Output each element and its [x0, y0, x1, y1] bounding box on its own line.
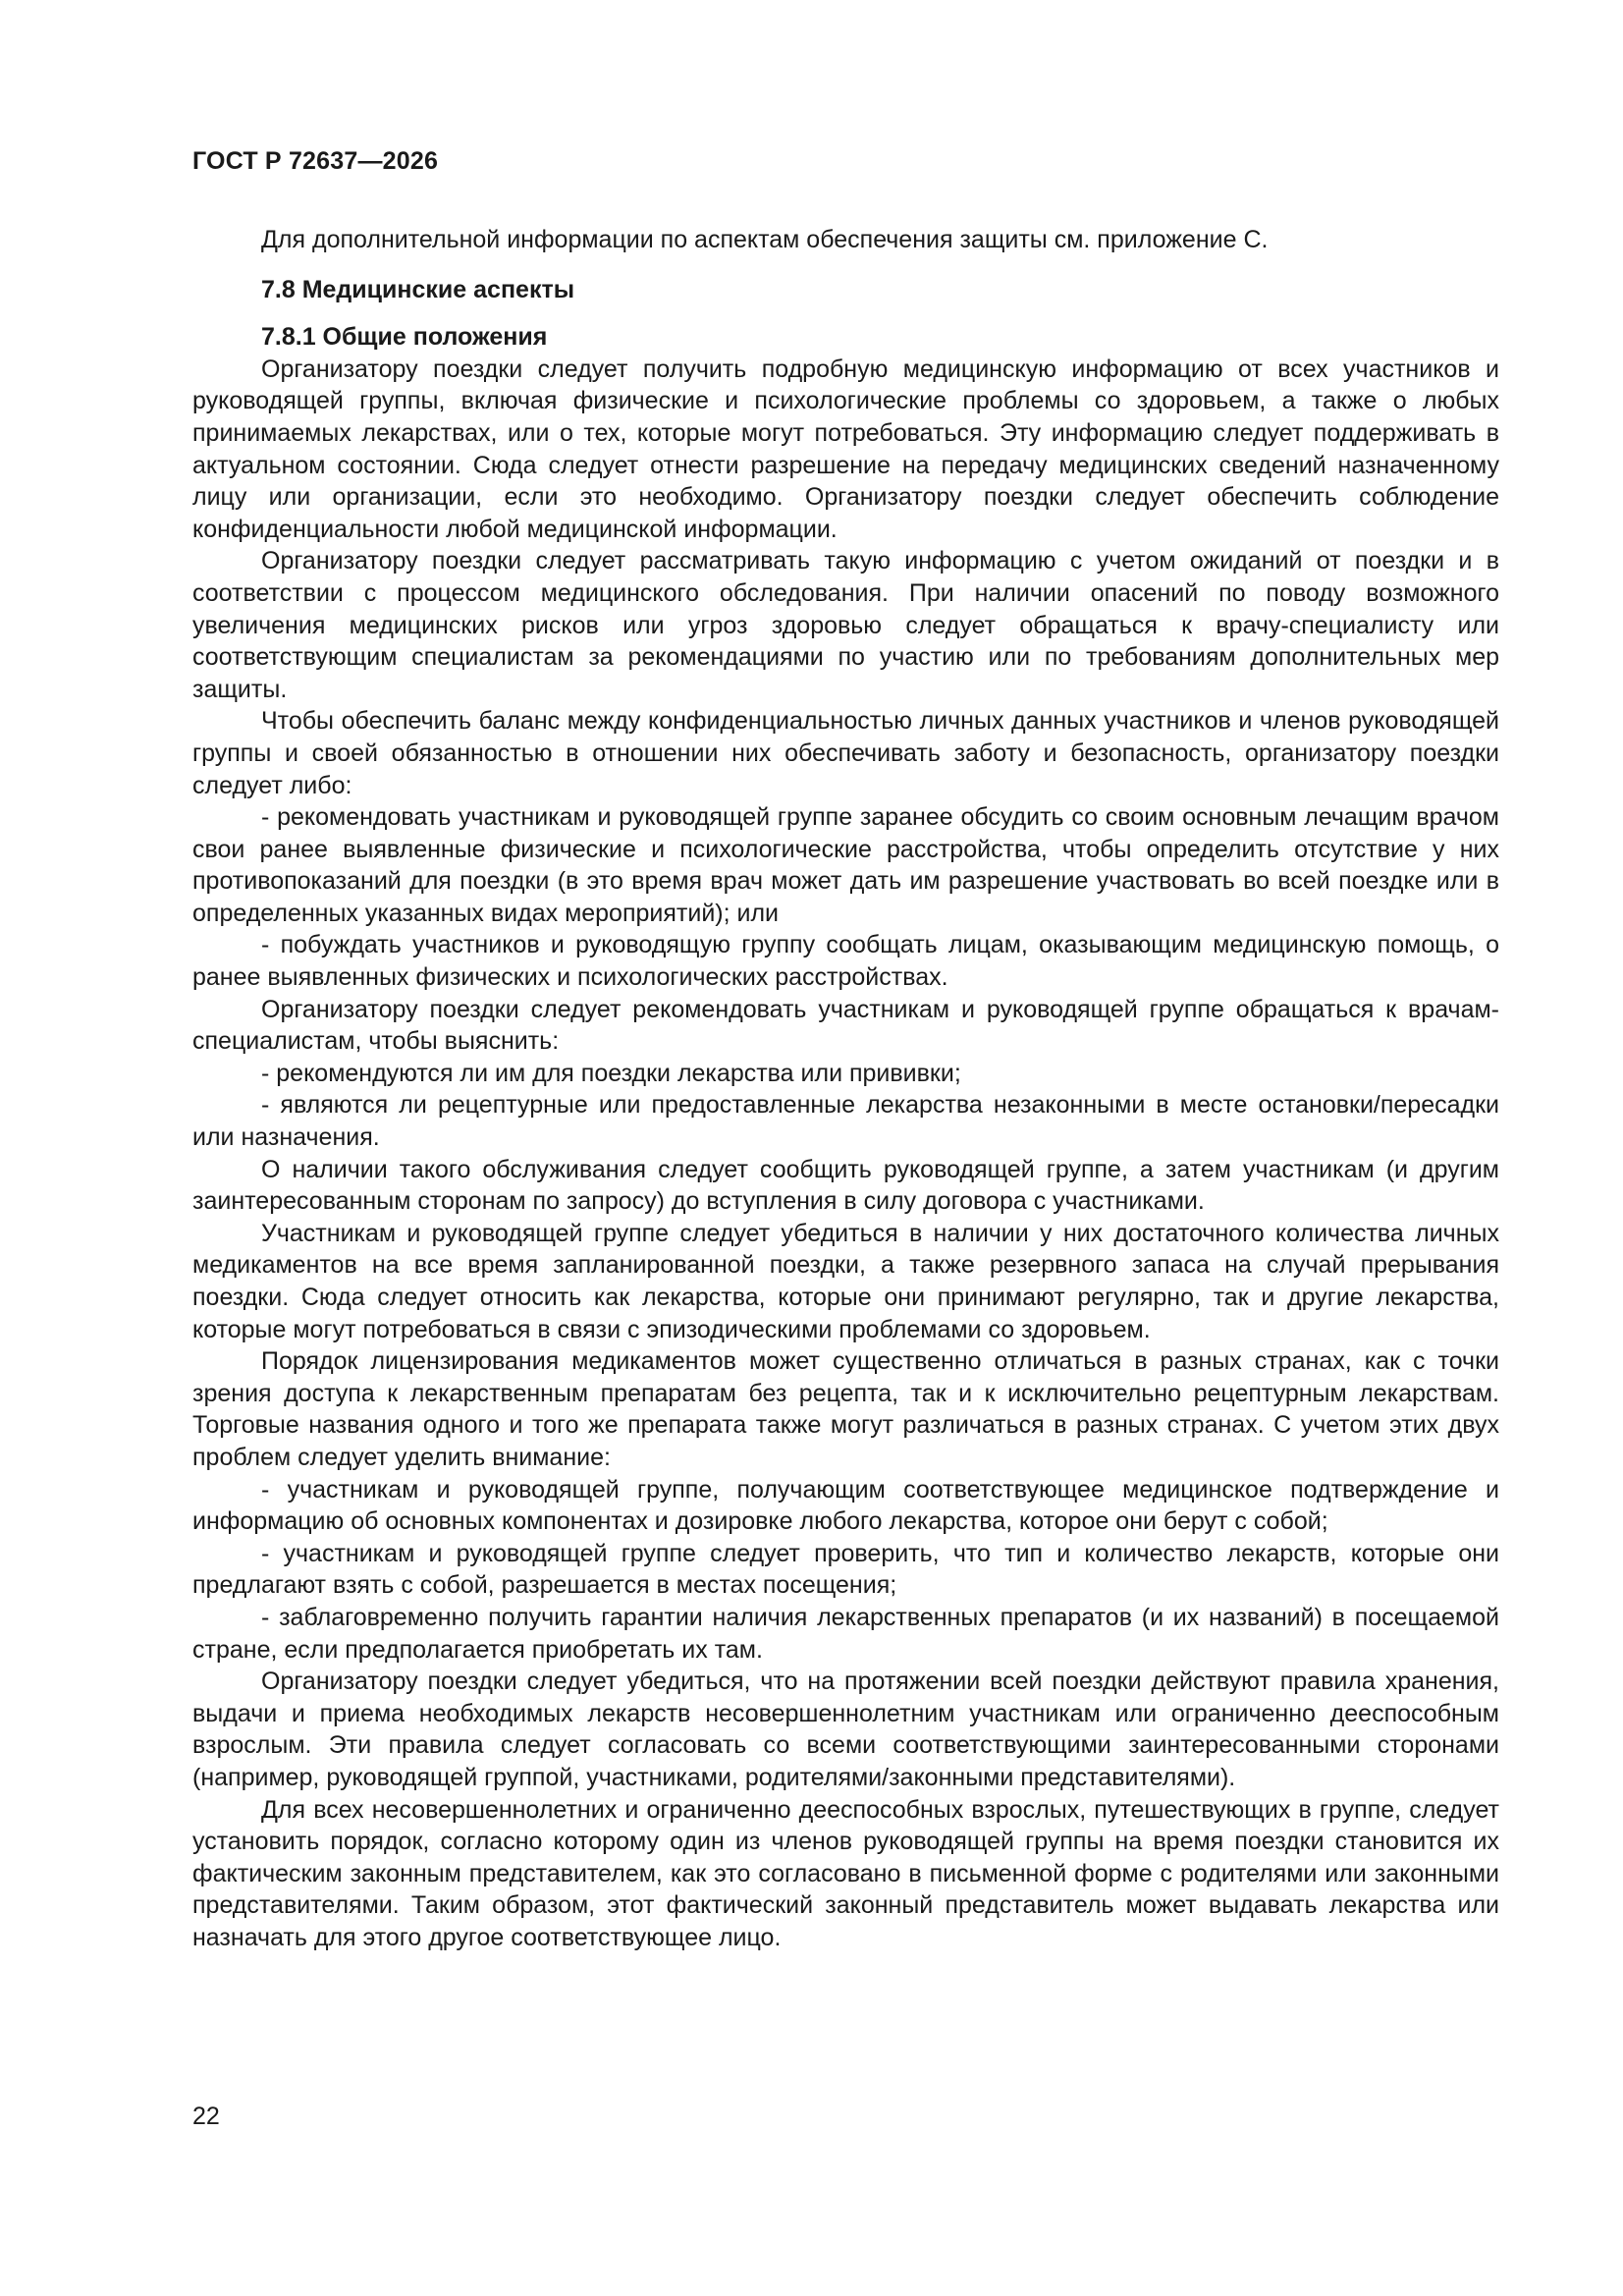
list-item: - рекомендуются ли им для поездки лекарства или прививки; — [261, 1059, 961, 1087]
paragraph: Организатору поездки следует рассматривать такую информацию с учетом ожиданий от поездки и в соответствии с процессом медицинского обследования. При наличии опасений по поводу возможного увеличения медицинских рисков или угроз здоровью следует обращаться к врачу-специалисту или соответствующим специалистам за рекомендациями по участию или по требованиям дополнительных мер защиты. — [192, 547, 1499, 703]
paragraph: Для всех несовершеннолетних и ограниченно дееспособных взрослых, путешествующих в группе, следует установить порядок, согласно которому один из членов руководящей группы на время поездки становится их фактическим законным представителем, как это согласовано в письменной форме с родителями или законными представителями. Таким образом, этот фактический законный представитель может выдавать лекарства или назначать для этого другое соответствующее лицо. — [192, 1795, 1499, 1951]
section-heading: 7.8 Медицинские аспекты — [261, 275, 575, 303]
paragraph: Участникам и руководящей группе следует убедиться в наличии у них достаточного количества личных медикаментов на все время запланированной поездки, а также резервного запаса на случай прерывания поездки. Сюда следует относить как лекарства, которые они принимают регулярно, так и другие лекарства, которые могут потребоваться в связи с эпизодическими проблемами со здоровьем. — [192, 1219, 1499, 1343]
paragraph: Организатору поездки следует получить подробную медицинскую информацию от всех участников и руководящей группы, включая физические и психологические проблемы со здоровьем, а также о любых принимаемых лекарствах, или о тех, которые могут потребоваться. Эту информацию следует поддерживать в актуальном состоянии. Сюда следует отнести разрешение на передачу медицинских сведений назначенному лицу или организации, если это необходимо. Организатору поездки следует обеспечить соблюдение конфиденциальности любой медицинской информации. — [192, 355, 1499, 543]
list-item: - участникам и руководящей группе, получающим соответствующее медицинское подтверждение и информацию об основных компонентах и дозировке любого лекарства, которое они берут с собой; — [192, 1475, 1499, 1536]
intro-paragraph: Для дополнительной информации по аспектам обеспечения защиты см. приложение С. — [261, 226, 1269, 253]
subsection-heading: 7.8.1 Общие положения — [261, 323, 548, 352]
paragraph: Порядок лицензирования медикаментов может существенно отличаться в разных странах, как с точки зрения доступа к лекарственным препаратам без рецепта, так и к исключительно рецептурным лекарствам. Торговые названия одного и того же препарата также могут различаться в разных странах. С учетом этих двух проблем следует уделить внимание: — [192, 1347, 1499, 1471]
document-code-header: ГОСТ Р 72637—2026 — [192, 147, 439, 175]
page-number: 22 — [192, 2103, 220, 2130]
paragraph: Организатору поездки следует рекомендовать участникам и руководящей группе обращаться к врачам-специалистам, чтобы выяснить: — [192, 995, 1499, 1056]
list-item: - рекомендовать участникам и руководящей группе заранее обсудить со своим основным лечащим врачом свои ранее выявленные физические и психологические расстройства, чтобы определить отсутствие у них противопоказаний для поездки (в это время врач может дать им разрешение участвовать во всей поездке или в определенных указанных видах мероприятий); или — [192, 803, 1499, 927]
list-item: - побуждать участников и руководящую группу сообщать лицам, оказывающим медицинскую помощь, о ранее выявленных физических и психологических расстройствах. — [192, 931, 1499, 992]
paragraph: Чтобы обеспечить баланс между конфиденциальностью личных данных участников и членов руководящей группы и своей обязанностью в отношении них обеспечивать заботу и безопасность, организатору поездки следует либо: — [192, 707, 1499, 799]
list-item: - участникам и руководящей группе следует проверить, что тип и количество лекарств, которые они предлагают взять с собой, разрешается в местах посещения; — [192, 1539, 1499, 1600]
paragraph: Организатору поездки следует убедиться, что на протяжении всей поездки действуют правила хранения, выдачи и приема необходимых лекарств несовершеннолетним участникам или ограниченно дееспособным взрослым. Эти правила следует согласовать со всеми соответствующими заинтересованными сторонами (например, руководящей группой, участниками, родителями/законными представителями). — [192, 1667, 1499, 1791]
list-item: - являются ли рецептурные или предоставленные лекарства незаконными в месте остановки/пересадки или назначения. — [192, 1091, 1499, 1152]
paragraph: О наличии такого обслуживания следует сообщить руководящей группе, а затем участникам (и другим заинтересованным сторонам по запросу) до вступления в силу договора с участниками. — [192, 1155, 1499, 1216]
list-item: - заблаговременно получить гарантии наличия лекарственных препаратов (и их названий) в посещаемой стране, если предполагается приобретать их там. — [192, 1603, 1499, 1664]
document-body — [192, 224, 1499, 1953]
